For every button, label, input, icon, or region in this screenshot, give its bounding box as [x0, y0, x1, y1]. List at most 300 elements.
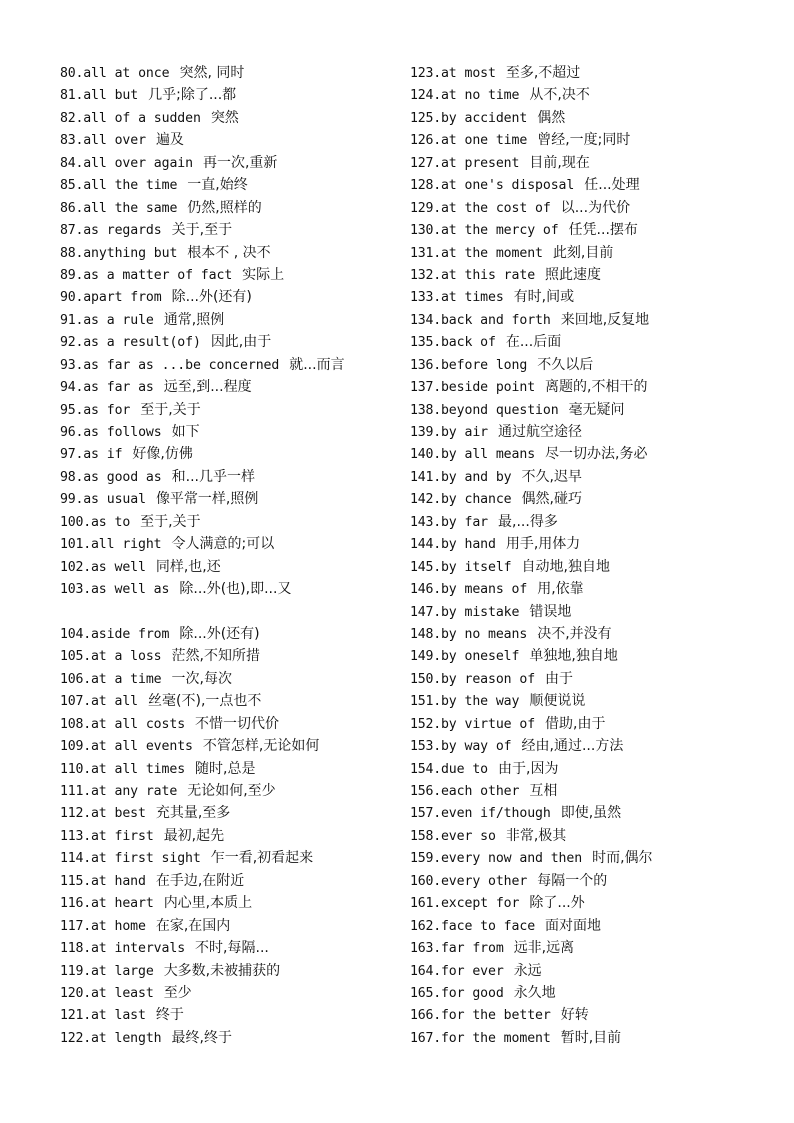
- phrase-entry: [410, 511, 790, 533]
- entry-number: 138.: [410, 402, 441, 418]
- chinese-meaning: 乍一看,初看起来: [210, 850, 314, 867]
- chinese-meaning: 在家,在国内: [155, 917, 231, 934]
- english-phrase: every other: [440, 873, 528, 889]
- english-phrase: at the moment: [440, 245, 543, 261]
- chinese-meaning: 一次,每次: [171, 670, 232, 687]
- chinese-meaning: 至多,不超过: [505, 65, 581, 81]
- english-phrase: all the time: [83, 178, 178, 194]
- english-phrase: at all: [90, 694, 139, 710]
- english-phrase: all over again: [83, 155, 193, 171]
- phrase-entry: [60, 376, 400, 398]
- chinese-meaning: 暂时,目前: [560, 1029, 622, 1046]
- chinese-meaning: 丝毫(不),一点也不: [148, 693, 262, 710]
- phrase-entry: [60, 443, 400, 465]
- phrase-list-right: [410, 62, 790, 1049]
- english-phrase: far from: [440, 941, 504, 957]
- entry-number: 97.: [60, 447, 84, 463]
- chinese-meaning: 最终,终于: [171, 1029, 232, 1046]
- phrase-entry: [60, 982, 400, 1004]
- entry-number: 159.: [410, 851, 441, 867]
- entry-number: 99.: [60, 492, 84, 508]
- phrase-entry: [60, 1004, 400, 1026]
- entry-number: 93.: [60, 357, 84, 373]
- phrase-entry: [410, 847, 790, 869]
- phrase-entry: [410, 870, 790, 892]
- english-phrase: by reason of: [440, 671, 536, 687]
- phrase-entry: [60, 960, 400, 982]
- english-phrase: at any rate: [90, 784, 178, 799]
- chinese-meaning: 几乎;除了...都: [148, 87, 237, 104]
- english-phrase: back and forth: [440, 312, 551, 328]
- phrase-entry: [60, 892, 400, 914]
- english-phrase: at last: [90, 1008, 146, 1024]
- entry-number: 115.: [60, 873, 91, 889]
- phrase-entry: [410, 556, 790, 578]
- entry-number: 122.: [60, 1030, 91, 1046]
- phrase-entry: [60, 331, 400, 353]
- english-phrase: as well: [90, 559, 146, 575]
- entry-number: 101.: [60, 537, 91, 553]
- phrase-entry: [60, 847, 400, 869]
- entry-number: 154.: [410, 761, 441, 777]
- entry-number: 81.: [60, 88, 84, 104]
- entry-number: 84.: [60, 155, 84, 171]
- entry-number: 166.: [410, 1008, 441, 1024]
- english-phrase: at this rate: [440, 267, 536, 283]
- entry-number: 136.: [410, 357, 441, 373]
- chinese-meaning: 不管怎样,无论如何: [202, 738, 320, 755]
- english-phrase: for the better: [440, 1008, 551, 1024]
- phrase-entry: [410, 825, 790, 847]
- chinese-meaning: 面对面地: [545, 917, 602, 934]
- phrase-entry: [60, 915, 400, 937]
- entry-number: 82.: [60, 110, 84, 126]
- phrase-entry: [60, 107, 400, 129]
- entry-number: 91.: [60, 312, 84, 328]
- phrase-entry: [410, 443, 790, 465]
- entry-number: 142.: [410, 492, 441, 508]
- entry-number: 150.: [410, 671, 441, 687]
- entry-number: 98.: [60, 469, 84, 485]
- chinese-meaning: 在...后面: [505, 334, 562, 351]
- phrase-entry: [410, 376, 790, 398]
- phrase-entry: [60, 264, 400, 286]
- chinese-meaning: 如下: [171, 424, 200, 440]
- phrase-entry: [60, 735, 400, 757]
- chinese-meaning: 此刻,目前: [552, 244, 614, 261]
- chinese-meaning: 用手,用体力: [505, 536, 581, 553]
- phrase-entry: [60, 758, 400, 780]
- english-phrase: all right: [90, 537, 162, 553]
- phrase-entry: [410, 84, 790, 106]
- entry-number: 167.: [410, 1030, 441, 1046]
- phrase-entry: [410, 645, 790, 667]
- english-phrase: at all events: [90, 739, 193, 755]
- phrase-entry: [410, 982, 790, 1004]
- chinese-meaning: 用,依靠: [537, 581, 584, 598]
- chinese-meaning: 充其量,至多: [155, 805, 231, 822]
- phrase-entry: [410, 915, 790, 937]
- phrase-entry: [60, 780, 400, 802]
- english-phrase: as regards: [83, 223, 162, 239]
- chinese-meaning: 好像,仿佛: [132, 446, 193, 463]
- english-phrase: at the cost of: [440, 200, 551, 216]
- chinese-meaning: 非常,极其: [505, 827, 567, 844]
- chinese-meaning: 自动地,独自地: [521, 558, 610, 575]
- english-phrase: as far as: [83, 380, 154, 396]
- entry-number: 100.: [60, 514, 91, 530]
- chinese-meaning: 永久地: [513, 984, 556, 1001]
- chinese-meaning: 和...几乎一样: [171, 468, 255, 485]
- chinese-meaning: 任...处理: [584, 177, 640, 194]
- chinese-meaning: 除...外(也),即...又: [179, 581, 292, 598]
- entry-number: 162.: [410, 918, 441, 934]
- phrase-entry: [410, 264, 790, 286]
- phrase-entry: [60, 668, 400, 690]
- entry-number: 90.: [60, 290, 84, 306]
- phrase-entry: [410, 174, 790, 196]
- phrase-entry: [410, 735, 790, 757]
- chinese-meaning: 在手边,在附近: [155, 872, 245, 889]
- english-phrase: at length: [90, 1030, 162, 1046]
- english-phrase: at large: [90, 963, 154, 979]
- chinese-meaning: 好转: [560, 1007, 589, 1024]
- phrase-entry: [410, 286, 790, 308]
- chinese-meaning: 远至,到...程度: [163, 379, 252, 396]
- english-phrase: at times: [440, 290, 504, 306]
- entry-number: 131.: [410, 245, 441, 261]
- english-phrase: beside point: [440, 380, 536, 396]
- entry-number: 102.: [60, 559, 91, 575]
- phrase-entry: [60, 623, 400, 645]
- entry-number: 156.: [410, 784, 441, 799]
- english-phrase: at first: [90, 828, 154, 844]
- chinese-meaning: 茫然,不知所措: [171, 648, 260, 665]
- english-phrase: apart from: [83, 290, 162, 306]
- phrase-entry: [410, 152, 790, 174]
- phrase-entry: [410, 758, 790, 780]
- entry-number: 153.: [410, 739, 441, 755]
- chinese-meaning: 有时,间或: [513, 289, 575, 306]
- chinese-meaning: 借助,由于: [545, 715, 606, 732]
- chinese-meaning: 除了...外: [529, 895, 585, 912]
- chinese-meaning: 永远: [513, 962, 542, 979]
- phrase-entry: [60, 825, 400, 847]
- chinese-meaning: 最,...得多: [498, 513, 558, 530]
- entry-number: 129.: [410, 200, 441, 216]
- phrase-entry: [410, 1004, 790, 1026]
- phrase-list-left: [60, 62, 400, 1049]
- phrase-entry: [410, 421, 790, 443]
- entry-number: 119.: [60, 963, 91, 979]
- english-phrase: each other: [440, 784, 520, 799]
- english-phrase: except for: [440, 896, 520, 912]
- english-phrase: at home: [90, 918, 146, 934]
- entry-number: 85.: [60, 178, 84, 194]
- entry-number: 121.: [60, 1008, 91, 1024]
- chinese-meaning: 令人满意的;可以: [171, 536, 275, 553]
- entry-number: 92.: [60, 335, 84, 351]
- entry-number: 134.: [410, 312, 441, 328]
- english-phrase: by itself: [440, 559, 512, 575]
- entry-number: 135.: [410, 335, 441, 351]
- phrase-entry: [60, 174, 400, 196]
- entry-number: 143.: [410, 514, 441, 530]
- chinese-meaning: 偶然,碰巧: [521, 491, 582, 508]
- entry-number: 106.: [60, 671, 91, 687]
- phrase-entry: [410, 466, 790, 488]
- phrase-entry: [410, 802, 790, 824]
- chinese-meaning: 远非,远离: [513, 940, 575, 957]
- english-phrase: due to: [440, 761, 489, 777]
- chinese-meaning: 随时,总是: [195, 760, 256, 777]
- entry-number: 165.: [410, 985, 441, 1001]
- chinese-meaning: 时而,偶尔: [592, 850, 653, 867]
- chinese-meaning: 尽一切办法,务必: [545, 446, 648, 463]
- chinese-meaning: 以...为代价: [560, 199, 631, 216]
- chinese-meaning: 即使,虽然: [560, 805, 622, 822]
- chinese-meaning: 目前,现在: [529, 154, 590, 171]
- english-phrase: by no means: [440, 626, 528, 642]
- entry-number: 125.: [410, 110, 441, 126]
- english-phrase: by accident: [440, 110, 528, 126]
- chinese-meaning: 遍及: [155, 132, 184, 149]
- chinese-meaning: 顺便说说: [529, 693, 586, 710]
- english-phrase: as if: [83, 447, 123, 463]
- chinese-meaning: 除...外(还有): [179, 625, 260, 642]
- chinese-meaning: 突然, 同时: [179, 65, 245, 81]
- english-phrase: for good: [440, 985, 504, 1001]
- english-phrase: back of: [440, 335, 496, 351]
- phrase-entry: [60, 533, 400, 555]
- entry-number: 108.: [60, 716, 91, 732]
- english-phrase: at best: [90, 806, 146, 822]
- english-phrase: at least: [90, 985, 154, 1001]
- english-phrase: by mistake: [440, 604, 520, 620]
- chinese-meaning: 通常,照例: [163, 311, 225, 328]
- entry-number: 89.: [60, 267, 84, 283]
- english-phrase: by oneself: [440, 649, 520, 665]
- chinese-meaning: 无论如何,至少: [187, 783, 276, 799]
- chinese-meaning: 仍然,照样的: [187, 199, 262, 216]
- english-phrase: at hand: [90, 873, 146, 889]
- phrase-entry: [410, 488, 790, 510]
- chinese-meaning: 来回地,反复地: [560, 311, 650, 328]
- section-gap: [60, 601, 400, 623]
- entry-number: 110.: [60, 761, 91, 777]
- chinese-meaning: 曾经,一度;同时: [537, 132, 631, 149]
- phrase-entry: [410, 960, 790, 982]
- phrase-entry: [60, 421, 400, 443]
- entry-number: 147.: [410, 604, 441, 620]
- entry-number: 126.: [410, 133, 441, 149]
- phrase-entry: [60, 645, 400, 667]
- phrase-entry: [410, 129, 790, 151]
- entry-number: 94.: [60, 380, 84, 396]
- chinese-meaning: 突然: [210, 109, 239, 126]
- entry-number: 163.: [410, 941, 441, 957]
- entry-number: 107.: [60, 694, 91, 710]
- phrase-entry: [60, 354, 400, 376]
- entry-number: 164.: [410, 963, 441, 979]
- chinese-meaning: 最初,起先: [163, 827, 225, 844]
- english-phrase: at intervals: [90, 941, 186, 957]
- chinese-meaning: 同样,也,还: [155, 558, 221, 575]
- entry-number: 120.: [60, 985, 91, 1001]
- entry-number: 118.: [60, 941, 91, 957]
- chinese-meaning: 错误地: [529, 603, 572, 620]
- english-phrase: face to face: [440, 918, 536, 934]
- entry-number: 116.: [60, 896, 91, 912]
- entry-number: 87.: [60, 223, 84, 239]
- chinese-meaning: 每隔一个的: [537, 872, 608, 889]
- english-phrase: by far: [440, 514, 489, 530]
- entry-number: 80.: [60, 66, 84, 81]
- phrase-entry: [410, 937, 790, 959]
- english-phrase: by the way: [440, 694, 520, 710]
- english-phrase: every now and then: [440, 851, 583, 867]
- entry-number: 137.: [410, 380, 441, 396]
- entry-number: 103.: [60, 582, 91, 598]
- entry-number: 112.: [60, 806, 91, 822]
- chinese-meaning: 偶然: [537, 109, 566, 126]
- phrase-entry: [410, 1027, 790, 1049]
- phrase-entry: [410, 107, 790, 129]
- entry-number: 111.: [60, 784, 91, 799]
- phrase-entry: [60, 937, 400, 959]
- chinese-meaning: 内心里,本质上: [163, 895, 253, 912]
- phrase-entry: [60, 129, 400, 151]
- phrase-entry: [410, 690, 790, 712]
- phrase-entry: [410, 242, 790, 264]
- english-phrase: at no time: [440, 88, 520, 104]
- entry-number: 133.: [410, 290, 441, 306]
- phrase-entry: [60, 870, 400, 892]
- entry-number: 144.: [410, 537, 441, 553]
- entry-number: 157.: [410, 806, 441, 822]
- entry-number: 124.: [410, 88, 441, 104]
- english-phrase: even if/though: [440, 806, 551, 822]
- chinese-meaning: 单独地,独自地: [529, 648, 618, 665]
- english-phrase: at first sight: [90, 851, 201, 867]
- english-phrase: aside from: [90, 626, 170, 642]
- chinese-meaning: 至少: [163, 984, 192, 1001]
- english-phrase: all but: [83, 88, 139, 104]
- phrase-entry: [410, 668, 790, 690]
- entry-number: 105.: [60, 649, 91, 665]
- english-phrase: by and by: [440, 469, 512, 485]
- english-phrase: at the mercy of: [440, 223, 559, 239]
- entry-number: 140.: [410, 447, 441, 463]
- phrase-entry: [410, 219, 790, 241]
- chinese-meaning: 从不,决不: [529, 87, 590, 104]
- chinese-meaning: 就...而言: [289, 356, 345, 373]
- english-phrase: all over: [83, 133, 146, 149]
- english-phrase: at one's disposal: [440, 178, 575, 194]
- english-phrase: by virtue of: [440, 716, 536, 732]
- entry-number: 86.: [60, 200, 84, 216]
- entry-number: 104.: [60, 626, 91, 642]
- phrase-entry: [410, 533, 790, 555]
- entry-number: 114.: [60, 851, 91, 867]
- phrase-entry: [60, 286, 400, 308]
- phrase-entry: [410, 309, 790, 331]
- chinese-meaning: 实际上: [242, 266, 285, 283]
- english-phrase: as to: [90, 514, 131, 530]
- english-phrase: as a rule: [83, 312, 154, 328]
- entry-number: 88.: [60, 245, 84, 261]
- phrase-entry: [60, 399, 400, 421]
- phrase-entry: [60, 713, 400, 735]
- phrase-entry: [60, 578, 400, 600]
- chinese-meaning: 通过航空途径: [498, 424, 583, 440]
- phrase-entry: [410, 197, 790, 219]
- chinese-meaning: 不惜一切代价: [195, 715, 280, 732]
- english-phrase: at heart: [90, 896, 154, 912]
- phrase-entry: [60, 152, 400, 174]
- english-phrase: as usual: [83, 492, 146, 508]
- entry-number: 128.: [410, 178, 441, 194]
- english-phrase: as good as: [83, 469, 162, 485]
- entry-number: 127.: [410, 155, 441, 171]
- chinese-meaning: 离题的,不相干的: [545, 379, 648, 396]
- phrase-entry: [60, 197, 400, 219]
- english-phrase: at present: [440, 155, 520, 171]
- chinese-meaning: 像平常一样,照例: [155, 491, 259, 508]
- entry-number: 145.: [410, 559, 441, 575]
- english-phrase: for ever: [440, 963, 504, 979]
- phrase-entry: [410, 354, 790, 376]
- english-phrase: all of a sudden: [83, 110, 201, 126]
- english-phrase: by air: [440, 425, 489, 440]
- english-phrase: by all means: [440, 447, 536, 463]
- english-phrase: anything but: [83, 245, 178, 261]
- phrase-entry: [60, 556, 400, 578]
- chinese-meaning: 照此速度: [545, 266, 602, 283]
- phrase-entry: [410, 578, 790, 600]
- entry-number: 96.: [60, 425, 84, 440]
- chinese-meaning: 由于: [545, 670, 574, 687]
- entry-number: 139.: [410, 425, 441, 440]
- phrase-entry: [60, 802, 400, 824]
- english-phrase: by hand: [440, 537, 496, 553]
- phrase-entry: [60, 466, 400, 488]
- phrase-entry: [410, 62, 790, 84]
- phrase-entry: [60, 242, 400, 264]
- chinese-meaning: 毫无疑问: [568, 401, 625, 418]
- entry-number: 149.: [410, 649, 441, 665]
- entry-number: 83.: [60, 133, 84, 149]
- english-phrase: as for: [83, 402, 131, 418]
- english-phrase: as a result(of): [83, 335, 201, 351]
- entry-number: 132.: [410, 267, 441, 283]
- chinese-meaning: 因此,由于: [210, 334, 272, 351]
- entry-number: 130.: [410, 223, 441, 239]
- english-phrase: by chance: [440, 492, 512, 508]
- chinese-meaning: 互相: [529, 783, 558, 799]
- entry-number: 152.: [410, 716, 441, 732]
- phrase-entry: [60, 309, 400, 331]
- chinese-meaning: 一直,始终: [187, 177, 248, 194]
- phrase-entry: [60, 690, 400, 712]
- english-phrase: as well as: [90, 582, 170, 598]
- entry-number: 146.: [410, 582, 441, 598]
- phrase-entry: [410, 623, 790, 645]
- entry-number: 141.: [410, 469, 441, 485]
- english-phrase: as follows: [83, 425, 162, 440]
- entry-number: 158.: [410, 828, 441, 844]
- phrase-entry: [410, 601, 790, 623]
